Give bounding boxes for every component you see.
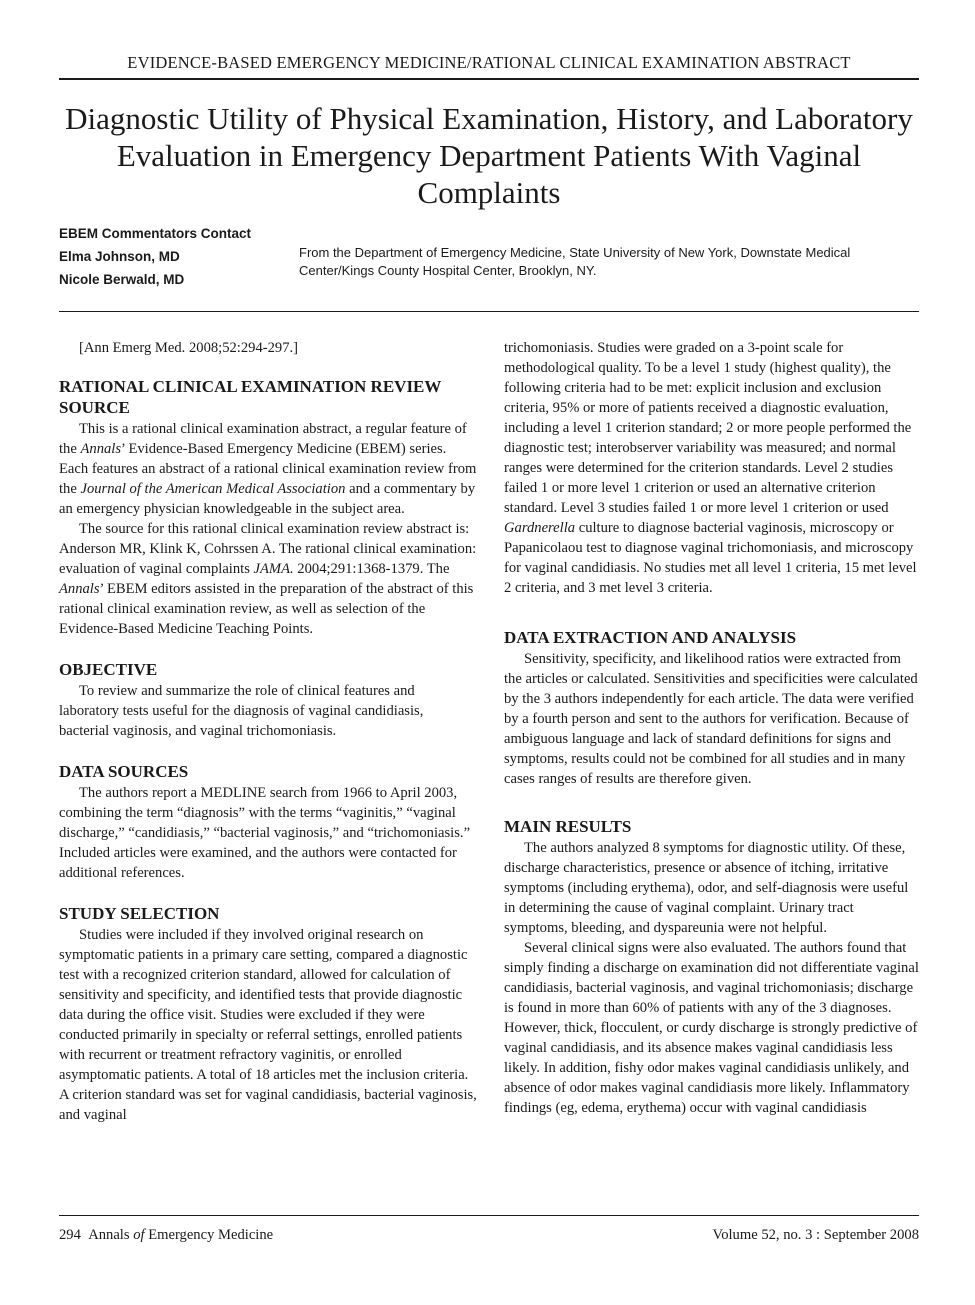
footer-volume: Volume 52, no. 3 : September 2008 [712, 1227, 919, 1243]
paragraph: Sensitivity, specificity, and likelihood ratios were extracted from the articles or calculated. Sensitivities and specificities were calculated by the 3 authors independently for each article. The data were verified by a fourth person and sent to the authors for verification. Because of ambiguous language and lack of standard definitions for signs and symptoms, results could not be combined for all studies and in many cases ranges of results are therefore given. [504, 651, 918, 787]
section-heading-review-source: RATIONAL CLINICAL EXAMINATION REVIEW SOURCE [59, 377, 442, 417]
running-head: EVIDENCE-BASED EMERGENCY MEDICINE/RATIONAL CLINICAL EXAMINATION ABSTRACT [127, 53, 851, 72]
author-affiliation: From the Department of Emergency Medicine, State University of New York, Downstate Medical Center/Kings County Hospital Center, Brooklyn, NY. [299, 245, 851, 278]
author-block [59, 222, 299, 291]
journal-name: Annals of Emergency Medicine [88, 1227, 274, 1243]
paragraph: To review and summarize the role of clinical features and laboratory tests useful for the diagnosis of vaginal candidiasis, bacterial vaginosis, and vaginal trichomoniasis. [59, 683, 424, 739]
section-heading-objective: OBJECTIVE [59, 660, 158, 679]
right-column [504, 338, 920, 1118]
paragraph: This is a rational clinical examination abstract, a regular feature of the Annals’ Evidence-Based Emergency Medicine (EBEM) series. Each features an abstract of a rational clinical examination review from the Journal of the American Medical Association and a commentary by an emergency physician knowledgeable in the subject area. [59, 421, 477, 517]
paragraph: The source for this rational clinical examination review abstract is: Anderson MR, Klink K, Cohrssen A. The rational clinical examination: evaluation of vaginal complaints JAMA. 2004;291:1368-1379. The Annals’ EBEM editors assisted in the preparation of the abstract of this rational clinical examination review, as well as selection of the Evidence-Based Medicine Teaching Points. [59, 521, 477, 637]
left-column [59, 338, 477, 1125]
section-heading-study-selection: STUDY SELECTION [59, 904, 220, 923]
section-heading-data-extraction: DATA EXTRACTION AND ANALYSIS [504, 628, 797, 647]
paragraph: Several clinical signs were also evaluated. The authors found that simply finding a discharge on examination did not differentiate vaginal candidiasis, bacterial vaginosis, and vaginal trichomoniasis; discharge is found in more than 60% of patients with any of the 3 diagnoses. However, thick, flocculent, or curdy discharge is strongly predictive of vaginal candidiasis, and its absence makes vaginal candidiasis less likely. In addition, fishy odor makes vaginal candidiasis unlikely, and absence of odor makes vaginal candidiasis more likely. Inflammatory findings (eg, edema, erythema) occur with vaginal candidiasis [504, 940, 919, 1116]
footer-rule [59, 1215, 919, 1216]
paragraph: The authors analyzed 8 symptoms for diagnostic utility. Of these, discharge characteristics, presence or absence of itching, irritative symptoms (including erythema), odor, and self-diagnosis were useful in determining the cause of vaginal complaint. Urinary tract symptoms, bleeding, and dyspareunia were not helpful. [504, 840, 909, 936]
paragraph: Studies were included if they involved original research on symptomatic patients in a primary care setting, compared a diagnostic test with a recognized criterion standard, allowed for calculation of sensitivity and specificity, and identified tests that provide diagnostic data during the office visit. Studies were excluded if they were conducted primarily in specialty or referral settings, enrolled patients with recurrent or treatment refractory vaginitis, or enrolled asymptomatic patients. A total of 18 articles met the inclusion criteria. A criterion standard was set for vaginal candidiasis, bacterial vaginosis, and vaginal [59, 927, 477, 1123]
header-rule [59, 78, 919, 80]
footer-journal [59, 1225, 273, 1245]
author-name: Elma Johnson, MD [59, 249, 180, 264]
paragraph: trichomoniasis. Studies were graded on a 3-point scale for methodological quality. To be a level 1 study (highest quality), the following criteria had to be met: explicit inclusion and exclusion criteria, 95% or more of patients received a diagnostic evaluation, including a level 1 criterion standard; 2 or more people performed the diagnostic test; interobserver variability was measured; and normal ranges were determined for the criterion standards. Level 2 studies failed 1 or more level 1 criterion or used an alternative criterion standard. Level 3 studies failed 1 or more level 1 criterion or used Gardnerella culture to diagnose bacterial vaginosis, microscopy or Papanicolaou test to diagnose vaginal trichomoniasis, and microscopy for vaginal candidiasis. No studies met all level 1 criteria, 15 met level 2 criteria, and 3 met level 3 criteria. [504, 340, 917, 596]
paragraph: The authors report a MEDLINE search from 1966 to April 2003, combining the term “diagnosis” with the terms “vaginitis,” “vaginal discharge,” “candidiasis,” “bacterial vaginosis,” and “trichomoniasis.” Included articles were examined, and the authors were contacted for additional references. [59, 785, 471, 881]
section-rule [59, 311, 919, 312]
citation: [Ann Emerg Med. 2008;52:294-297.] [79, 340, 299, 356]
page-number: 294 [59, 1227, 81, 1243]
article-title: Diagnostic Utility of Physical Examination, History, and Laboratory Evaluation in Emergency Department Patients With Vaginal Complaints [65, 101, 913, 210]
section-heading-main-results: MAIN RESULTS [504, 817, 632, 836]
section-heading-data-sources: DATA SOURCES [59, 762, 189, 781]
author-name: Nicole Berwald, MD [59, 272, 185, 287]
commentators-contact-label: EBEM Commentators Contact [59, 226, 252, 241]
